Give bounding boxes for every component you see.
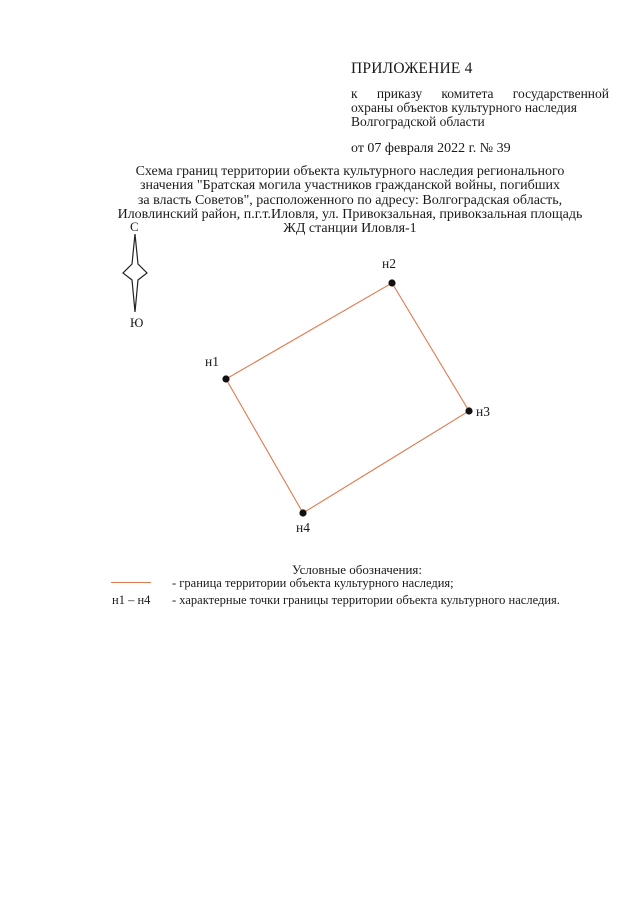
boundary-point-label-n1: н1 [205, 354, 219, 369]
scheme-title-line-3: за власть Советов", расположенного по адресу: Волгоградская область, [137, 192, 563, 208]
boundary-point-label-n4: н4 [296, 520, 310, 535]
legend-boundary-line-symbol [111, 582, 151, 583]
legend-points-text: - характерные точки границы территории объекта культурного наследия. [172, 593, 560, 607]
boundary-point-label-n3: н3 [476, 404, 490, 419]
order-reference-line-2: охраны объектов культурного наследия [351, 100, 577, 115]
compass-south-label: Ю [130, 315, 144, 330]
scheme-title-line-5: ЖД станции Иловля-1 [283, 221, 417, 237]
order-reference-line-1: к приказу комитета государственной [351, 86, 609, 101]
order-date: от 07 февраля 2022 г. № 39 [351, 141, 511, 156]
compass-north-label: С [130, 219, 139, 234]
scheme-title-line-1: Схема границ территории объекта культурного наследия регионального [135, 164, 565, 179]
boundary-line [226, 283, 469, 513]
scheme-title-line-4: Иловлинский район, п.г.т.Иловля, ул. Привокзальная, привокзальная площадь [117, 206, 583, 222]
boundary-point-n1 [222, 375, 229, 382]
scheme-title-line-2: значения "Братская могила участников гражданской войны, погибших [139, 178, 561, 194]
legend-points-symbol: н1 – н4 [112, 593, 151, 607]
legend-title: Условные обозначения: [291, 562, 423, 577]
order-reference-line-3: Волгоградской области [351, 114, 485, 129]
boundary-point-n3 [465, 407, 472, 414]
boundary-point-label-n2: н2 [382, 256, 396, 271]
legend-boundary-line-text: - граница территории объекта культурного наследия; [172, 576, 454, 590]
boundary-point-n4 [299, 509, 306, 516]
boundary-point-n2 [388, 279, 395, 286]
appendix-title: ПРИЛОЖЕНИЕ 4 [351, 60, 473, 77]
